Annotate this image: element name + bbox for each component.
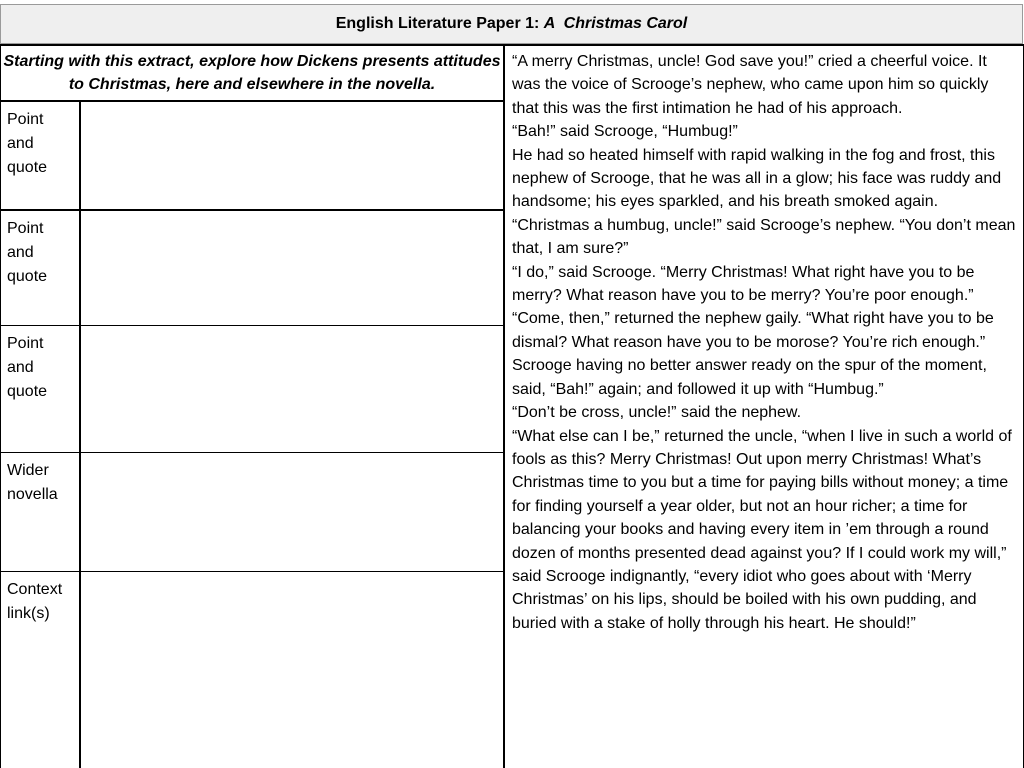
extract-paragraph: “Come, then,” returned the nephew gaily. “What right have you to be dismal? What reason have you to be morose? You’re rich enough.”	[512, 310, 994, 351]
extract-text	[512, 50, 1017, 635]
row-label-point-2: Point and quote	[7, 220, 48, 285]
extract-panel	[503, 44, 1024, 768]
row-label-point-1: Point and quote	[7, 111, 48, 176]
worksheet	[0, 4, 1024, 768]
title-prefix: English Literature Paper 1:	[335, 15, 544, 32]
extract-paragraph: “Don’t be cross, uncle!” said the nephew.	[512, 404, 802, 422]
answer-grid	[0, 44, 504, 768]
extract-paragraph: “Christmas a humbug, uncle!” said Scrooge’s nephew. “You don’t mean that, I am sure?”	[512, 216, 1016, 258]
row-label-wider-novella: Wider novella	[7, 462, 58, 503]
extract-paragraph: “A merry Christmas, uncle! God save you!” cried a cheerful voice. It was the voice of Scrooge’s nephew, who came upon him so quickly that this was the first intimation he had of his approach.	[512, 53, 989, 117]
extract-paragraph: Scrooge having no better answer ready on the spur of the moment, said, “Bah!” again; and followed it up with “Humbug.”	[512, 357, 987, 398]
answer-cell-point-2[interactable]	[81, 211, 503, 325]
answer-cell-context[interactable]	[81, 572, 503, 768]
answer-cell-wider-novella[interactable]	[81, 453, 503, 571]
extract-paragraph: “I do,” said Scrooge. “Merry Christmas! What right have you to be merry? What reason have you to be merry? You’re poor enough.”	[512, 263, 975, 305]
extract-paragraph: He had so heated himself with rapid walking in the fog and frost, this nephew of Scrooge, that he was all in a glow; his face was ruddy and handsome; his eyes sparkled, and his breath smoked again.	[512, 146, 1002, 211]
extract-paragraph: “What else can I be,” returned the uncle, “when I live in such a world of fools as this? Merry Christmas! Out upon merry Christmas! What’s Christmas time to you but a time for paying bills without money; a time for finding yourself a year older, but not an hour richer; a time for balancing your books and having every item in ’em through a round dozen of months presented dead against you? If I could work my will,” said Scrooge indignantly, “every idiot who goes about with ‘Merry Christmas’ on his lips, should be boiled with his own pudding, and buried with a stake of holly through his heart. He should!”	[512, 427, 1012, 632]
title-novel: A Christmas Carol	[543, 15, 688, 32]
exam-question: Starting with this extract, explore how Dickens presents attitudes to Christmas, here and elsewhere in the novella.	[1, 46, 503, 102]
answer-cell-point-1[interactable]	[81, 102, 503, 208]
row-label-context: Context link(s)	[7, 581, 63, 622]
worksheet-title	[0, 4, 1023, 44]
answer-cell-point-3[interactable]	[81, 326, 503, 452]
extract-paragraph: “Bah!” said Scrooge, “Humbug!”	[512, 123, 738, 141]
row-label-point-3: Point and quote	[7, 335, 48, 400]
